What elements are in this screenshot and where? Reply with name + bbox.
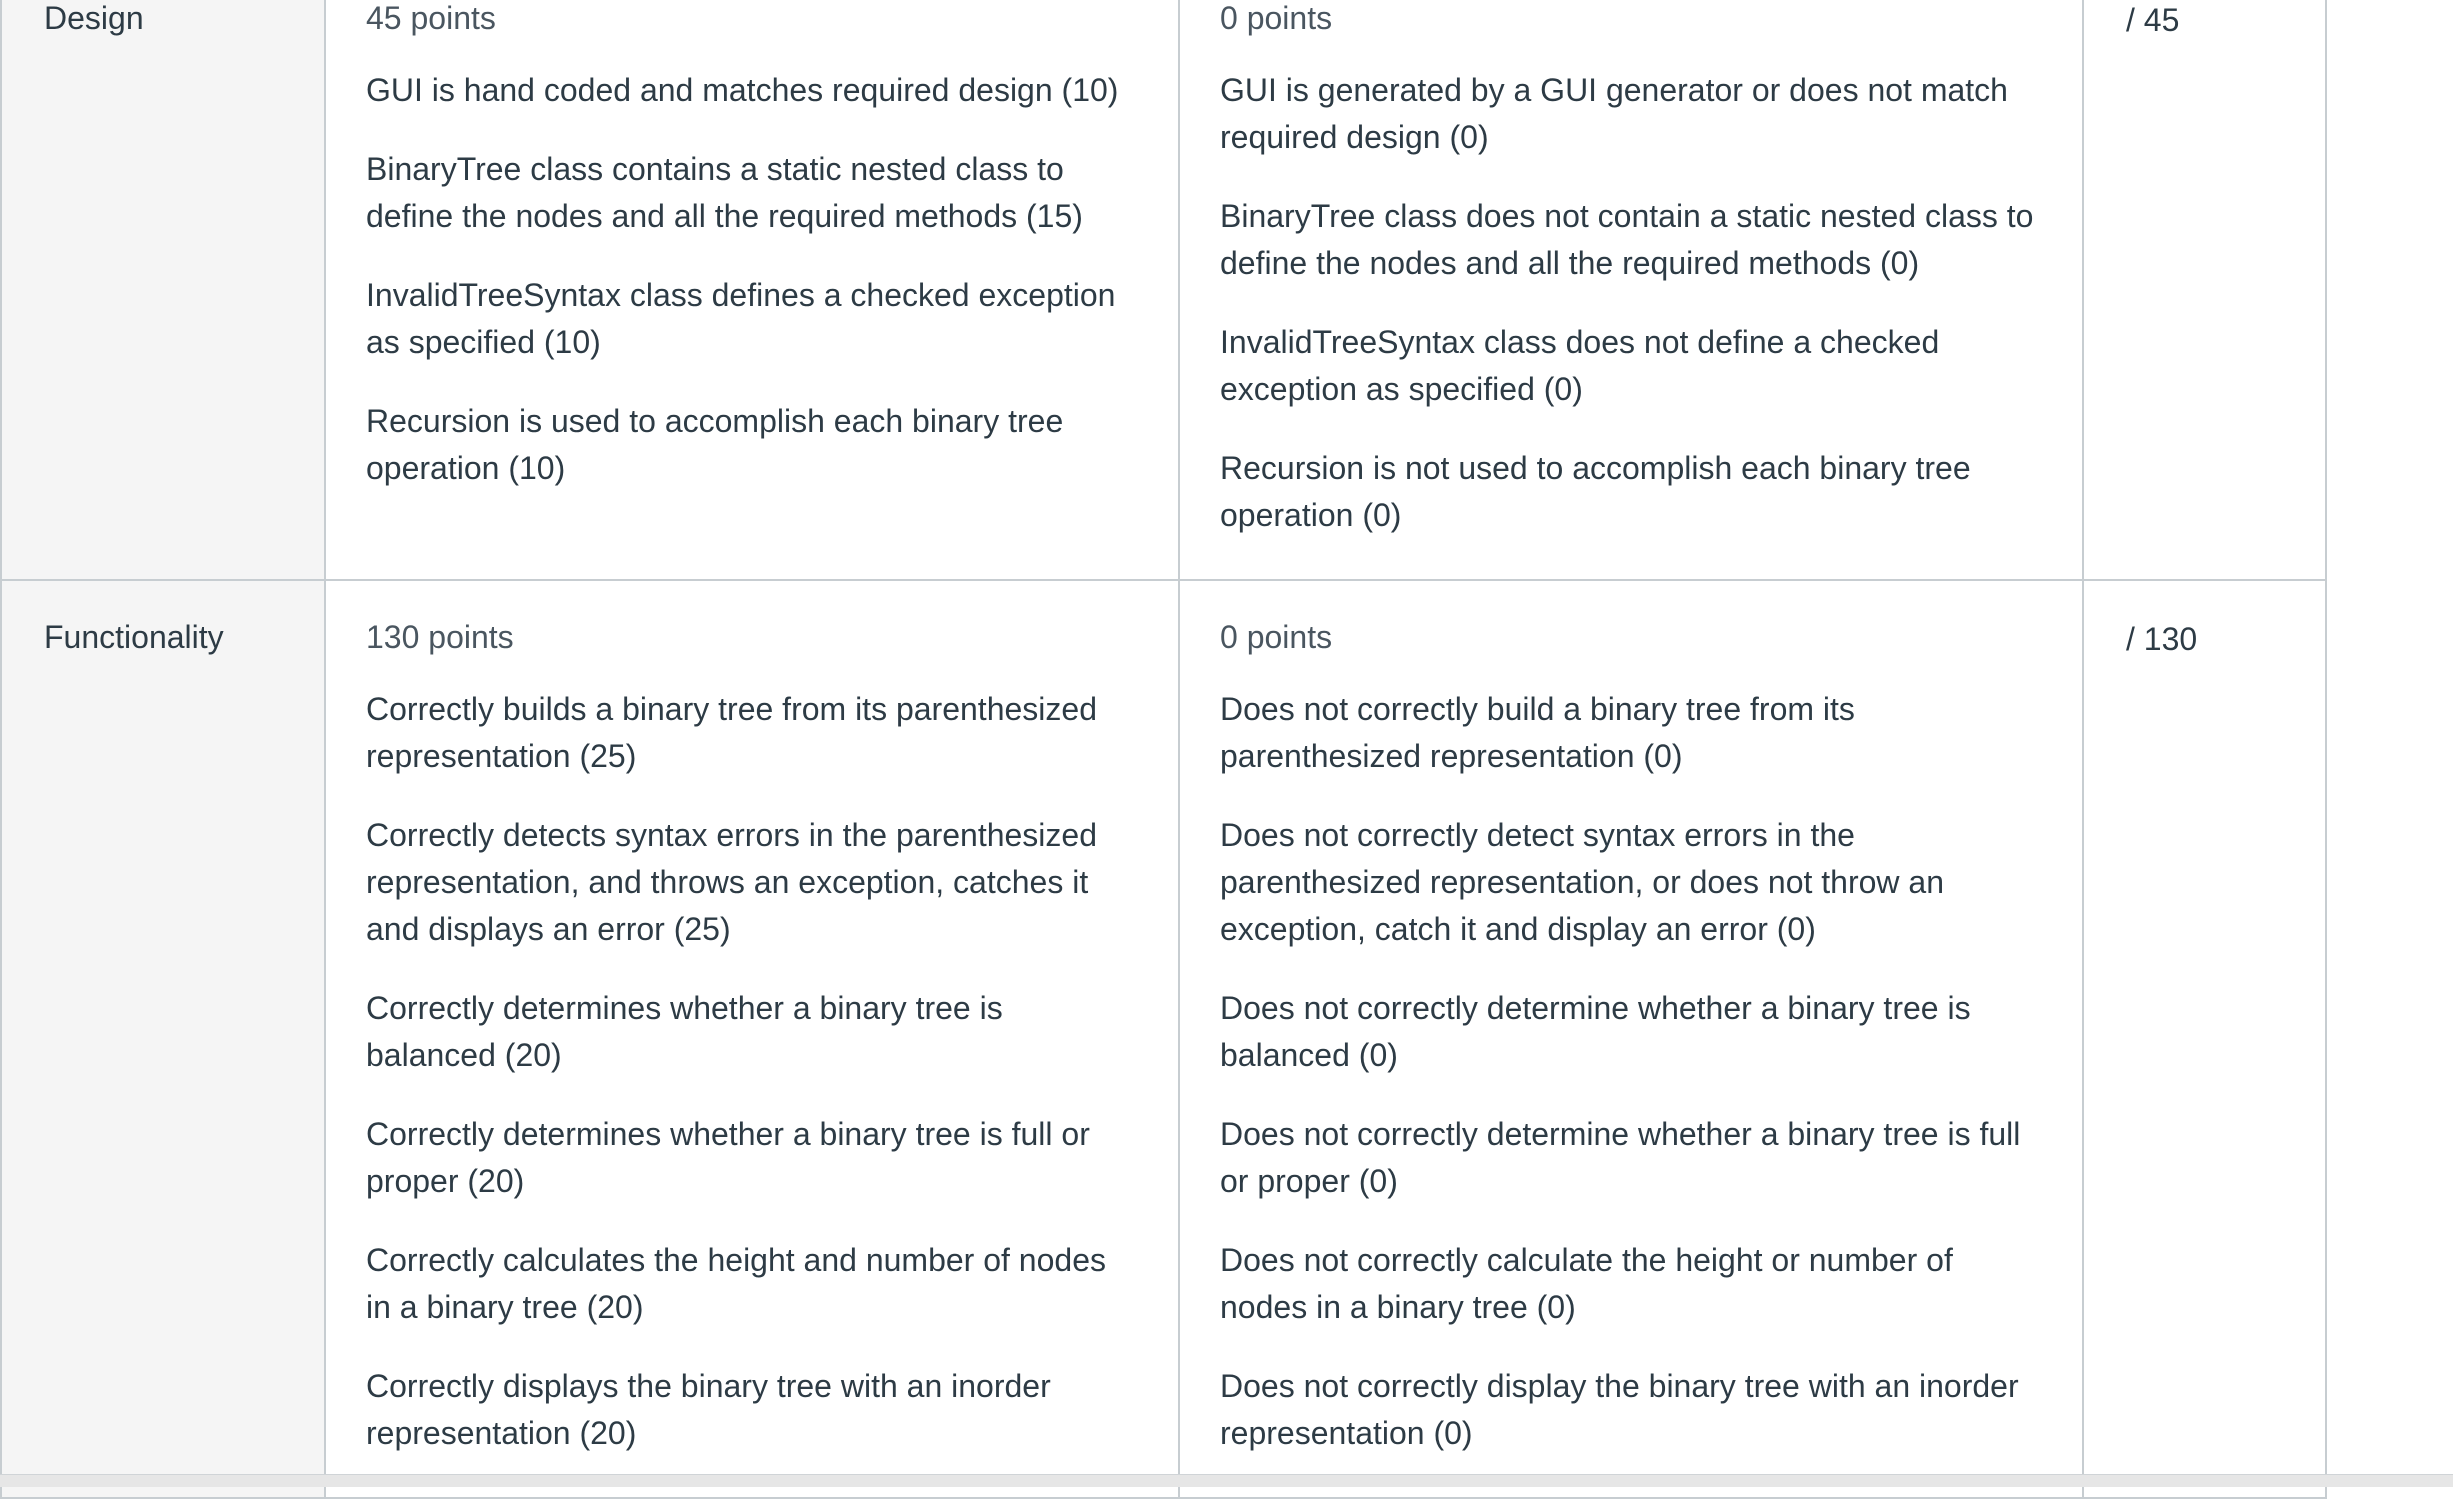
rating-description: Correctly detects syntax errors in the parenthesized representation, and throws an exception, catches it and displays an error (25): [366, 817, 1097, 947]
rating-full-marks[interactable]: [326, 581, 1180, 1497]
criterion-score: / 45: [2126, 2, 2180, 38]
rating-description: Does not correctly build a binary tree from its parenthesized representation (0): [1220, 691, 1855, 774]
rating-points: 0 points: [1220, 0, 1333, 36]
rating-description: Does not correctly determine whether a binary tree is balanced (0): [1220, 990, 1971, 1073]
rating-description: BinaryTree class does not contain a static nested class to define the nodes and all the required methods (0): [1220, 198, 2034, 281]
criterion-name: Design: [2, 0, 326, 579]
rating-description: InvalidTreeSyntax class defines a checked exception as specified (10): [366, 277, 1116, 360]
rating-no-marks[interactable]: [1180, 0, 2084, 579]
rating-description: Recursion is used to accomplish each binary tree operation (10): [366, 403, 1064, 486]
rating-description: GUI is generated by a GUI generator or does not match required design (0): [1220, 72, 2008, 155]
rating-description: Does not correctly detect syntax errors in the parenthesized representation, or does not throw an exception, catch it and display an error (0): [1220, 817, 1945, 947]
rating-description: Does not correctly calculate the height or number of nodes in a binary tree (0): [1220, 1242, 1953, 1325]
rating-description: Recursion is not used to accomplish each binary tree operation (0): [1220, 450, 1971, 533]
rating-description: Correctly determines whether a binary tree is balanced (20): [366, 990, 1003, 1073]
rating-points: 45 points: [366, 0, 496, 36]
rating-description: Correctly builds a binary tree from its parenthesized representation (25): [366, 691, 1097, 774]
rating-description: Does not correctly display the binary tree with an inorder representation (0): [1220, 1368, 2019, 1451]
horizontal-scrollbar[interactable]: [0, 1474, 2453, 1487]
criterion-score: / 130: [2126, 621, 2198, 657]
rating-points: 130 points: [366, 619, 514, 655]
rating-description: InvalidTreeSyntax class does not define a checked exception as specified (0): [1220, 324, 1940, 407]
rating-no-marks[interactable]: [1180, 581, 2084, 1497]
rating-full-marks[interactable]: [326, 0, 1180, 579]
rubric-row-functionality: [2, 581, 2325, 1499]
rating-description: Does not correctly determine whether a binary tree is full or proper (0): [1220, 1116, 2021, 1199]
criterion-name: Functionality: [2, 581, 326, 1497]
rating-description: Correctly determines whether a binary tree is full or proper (20): [366, 1116, 1090, 1199]
rating-description: Correctly calculates the height and number of nodes in a binary tree (20): [366, 1242, 1106, 1325]
rating-description: Correctly displays the binary tree with an inorder representation (20): [366, 1368, 1051, 1451]
rating-description: GUI is hand coded and matches required design (10): [366, 72, 1119, 108]
rubric-row-design: [2, 0, 2325, 581]
rating-points: 0 points: [1220, 619, 1333, 655]
rating-description: BinaryTree class contains a static nested class to define the nodes and all the required methods (15): [366, 151, 1083, 234]
